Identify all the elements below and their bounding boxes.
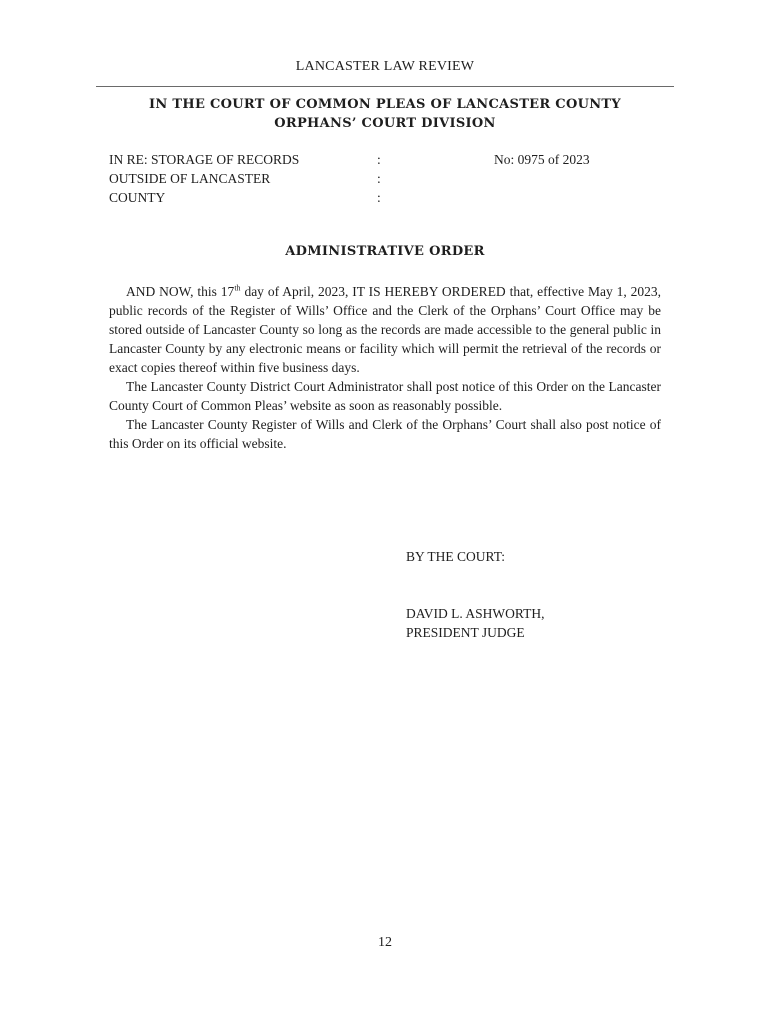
running-head: LANCASTER LAW REVIEW — [295, 59, 475, 74]
judge-name: DAVID L. ASHWORTH, — [406, 606, 545, 621]
court-heading-line-1: IN THE COURT OF COMMON PLEAS OF LANCASTER COUNTY — [149, 97, 621, 112]
caption-colon: : — [377, 171, 381, 186]
caption-line-2: OUTSIDE OF LANCASTER — [109, 171, 271, 186]
paragraph-3: The Lancaster County Register of Wills and Clerk of the Orphans’ Court shall also post notice of this Order on its official website. — [109, 417, 661, 451]
paragraph-1 — [109, 282, 661, 377]
paragraph-2: The Lancaster County District Court Administrator shall post notice of this Order on the Lancaster County Court of Common Pleas’ website as soon as reasonably possible. — [109, 379, 661, 413]
caption-colon: : — [377, 152, 381, 167]
header-rule — [96, 86, 674, 87]
by-the-court: BY THE COURT: — [406, 549, 506, 564]
order-body — [109, 282, 661, 453]
caption-colon-column — [377, 150, 387, 207]
court-heading — [96, 95, 674, 133]
caption-colon: : — [377, 190, 381, 205]
judge-title: PRESIDENT JUDGE — [406, 625, 525, 640]
paragraph-1-rest: day of April, 2023, IT IS HEREBY ORDERED that, effective May 1, 2023, public records of the Register of Wills’ Office and the Clerk of the Orphans’ Court Office may be stored outside of Lancaster County so long as the records are made accessible to the general public in Lancaster County by any electronic means or facility which will permit the retrieval of the records or exact copies thereof within five business days. — [109, 284, 661, 375]
page-number: 12 — [378, 935, 392, 950]
paragraph-1-start: AND NOW, this 17 — [126, 284, 235, 299]
ordinal-suffix: th — [234, 283, 241, 293]
order-title: ADMINISTRATIVE ORDER — [285, 244, 485, 259]
docket-number: No: 0975 of 2023 — [494, 152, 590, 167]
caption-line-3: COUNTY — [109, 190, 166, 205]
caption-case-name — [109, 150, 371, 207]
judge-signature-block — [406, 604, 544, 642]
court-heading-line-2: ORPHANS’ COURT DIVISION — [274, 116, 496, 131]
caption-line-1: IN RE: STORAGE OF RECORDS — [109, 152, 300, 167]
